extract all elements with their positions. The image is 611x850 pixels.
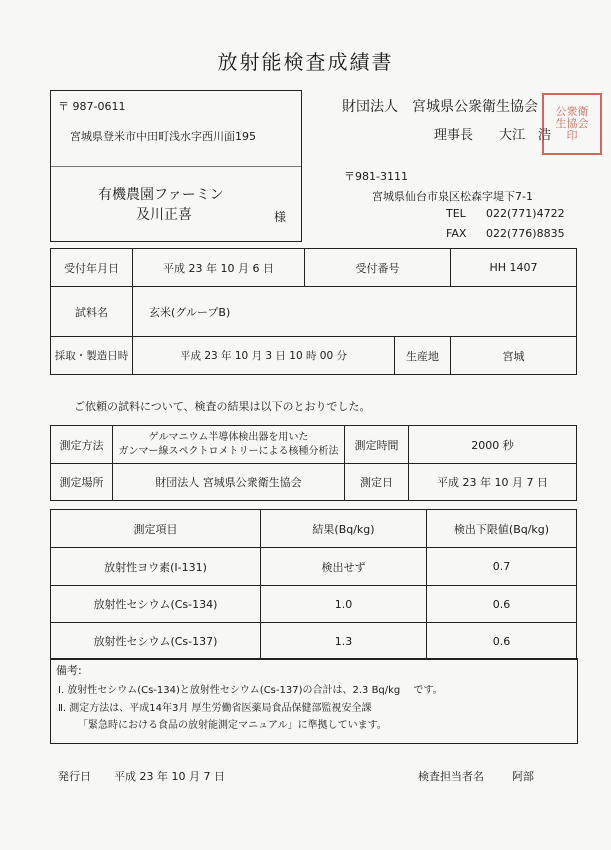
results-header-result: 結果(Bq/kg) — [261, 510, 427, 548]
table-row — [51, 623, 577, 660]
table-row — [51, 586, 577, 623]
received-value: 平成 23 年 10 月 6 日 — [133, 249, 305, 287]
origin-label: 生産地 — [395, 337, 451, 375]
method-table — [50, 425, 577, 501]
receipt-no-label: 受付番号 — [305, 249, 451, 287]
issuer-address: 宮城県仙台市泉区松森字堤下7-1 — [372, 190, 533, 203]
intro-text: ご依頼の試料について、検査の結果は以下のとおりでした。 — [74, 400, 371, 413]
method-row — [51, 426, 577, 464]
sampling-value: 平成 23 年 10 月 3 日 10 時 00 分 — [133, 337, 395, 375]
result-limit: 0.7 — [427, 548, 577, 586]
results-header-row — [51, 510, 577, 548]
notes-heading: 備考: — [56, 664, 82, 677]
recipient-divider — [51, 166, 301, 167]
received-row — [51, 249, 577, 287]
result-value: 1.0 — [261, 586, 427, 623]
table-row — [51, 548, 577, 586]
recipient-person: 及川正喜 — [136, 207, 192, 223]
method-value — [113, 426, 345, 464]
method-value-line-2: ガンマー線スペクトロメトリーによる核種分析法 — [118, 445, 339, 457]
results-table — [50, 509, 577, 660]
document-title: 放射能検査成績書 — [217, 50, 394, 74]
recipient-postal: 〒 987-0611 — [58, 100, 126, 113]
date-label: 測定日 — [345, 464, 409, 501]
results-header-item: 測定項目 — [51, 510, 261, 548]
inspector-name: 阿部 — [512, 770, 534, 783]
result-limit: 0.6 — [427, 623, 577, 660]
result-limit: 0.6 — [427, 586, 577, 623]
seal-stamp — [542, 93, 602, 155]
results-header-limit: 検出下限値(Bq/kg) — [427, 510, 577, 548]
issuer-fax: 022(776)8835 — [486, 227, 565, 240]
issue-date-value: 平成 23 年 10 月 7 日 — [114, 770, 225, 783]
issuer-tel-label: TEL — [446, 207, 466, 220]
sample-value: 玄米(グループB) — [133, 287, 577, 337]
sample-label: 試料名 — [51, 287, 133, 337]
issuer-representative: 理事長 大江 浩 — [434, 128, 552, 143]
method-value-line-1: ゲルマニウム半導体検出器を用いた — [148, 431, 309, 443]
result-item: 放射性セシウム(Cs-134) — [51, 586, 261, 623]
sampling-label: 採取・製造日時 — [51, 337, 133, 375]
recipient-address: 宮城県登米市中田町浅水字西川面195 — [70, 130, 256, 143]
inspector-label: 検査担当者名 — [418, 770, 484, 783]
time-value: 2000 秒 — [409, 426, 577, 464]
method-label: 測定方法 — [51, 426, 113, 464]
notes-line-2: Ⅱ. 測定方法は、平成14年3月 厚生労働省医薬局食品保健部監視安全課 — [58, 703, 372, 714]
issue-date-label: 発行日 — [58, 770, 91, 783]
origin-value: 宮城 — [451, 337, 577, 375]
sample-info-table — [50, 248, 577, 375]
notes-line-3: 「緊急時における食品の放射能測定マニュアル」に準拠しています。 — [78, 720, 387, 731]
received-label: 受付年月日 — [51, 249, 133, 287]
result-value: 検出せず — [261, 548, 427, 586]
issuer-org: 財団法人 宮城県公衆衛生協会 — [342, 99, 538, 115]
recipient-honorific: 様 — [274, 210, 287, 224]
recipient-company: 有機農園ファーミン — [98, 187, 224, 203]
result-item: 放射性ヨウ素(I-131) — [51, 548, 261, 586]
place-value: 財団法人 宮城県公衆衛生協会 — [113, 464, 345, 501]
place-label: 測定場所 — [51, 464, 113, 501]
issuer-tel: 022(771)4722 — [486, 207, 565, 220]
sampling-row — [51, 337, 577, 375]
date-value: 平成 23 年 10 月 7 日 — [409, 464, 577, 501]
result-value: 1.3 — [261, 623, 427, 660]
time-label: 測定時間 — [345, 426, 409, 464]
issuer-postal: 〒981-3111 — [344, 170, 408, 183]
sample-row — [51, 287, 577, 337]
receipt-no-value: HH 1407 — [451, 249, 577, 287]
place-row — [51, 464, 577, 501]
result-item: 放射性セシウム(Cs-137) — [51, 623, 261, 660]
issuer-fax-label: FAX — [446, 227, 467, 240]
notes-line-1: Ⅰ. 放射性セシウム(Cs-134)と放射性セシウム(Cs-137)の合計は、2.3 Bq/kg です。 — [58, 685, 443, 696]
seal-stamp-text: 公衆衛生協会印 — [555, 105, 589, 142]
